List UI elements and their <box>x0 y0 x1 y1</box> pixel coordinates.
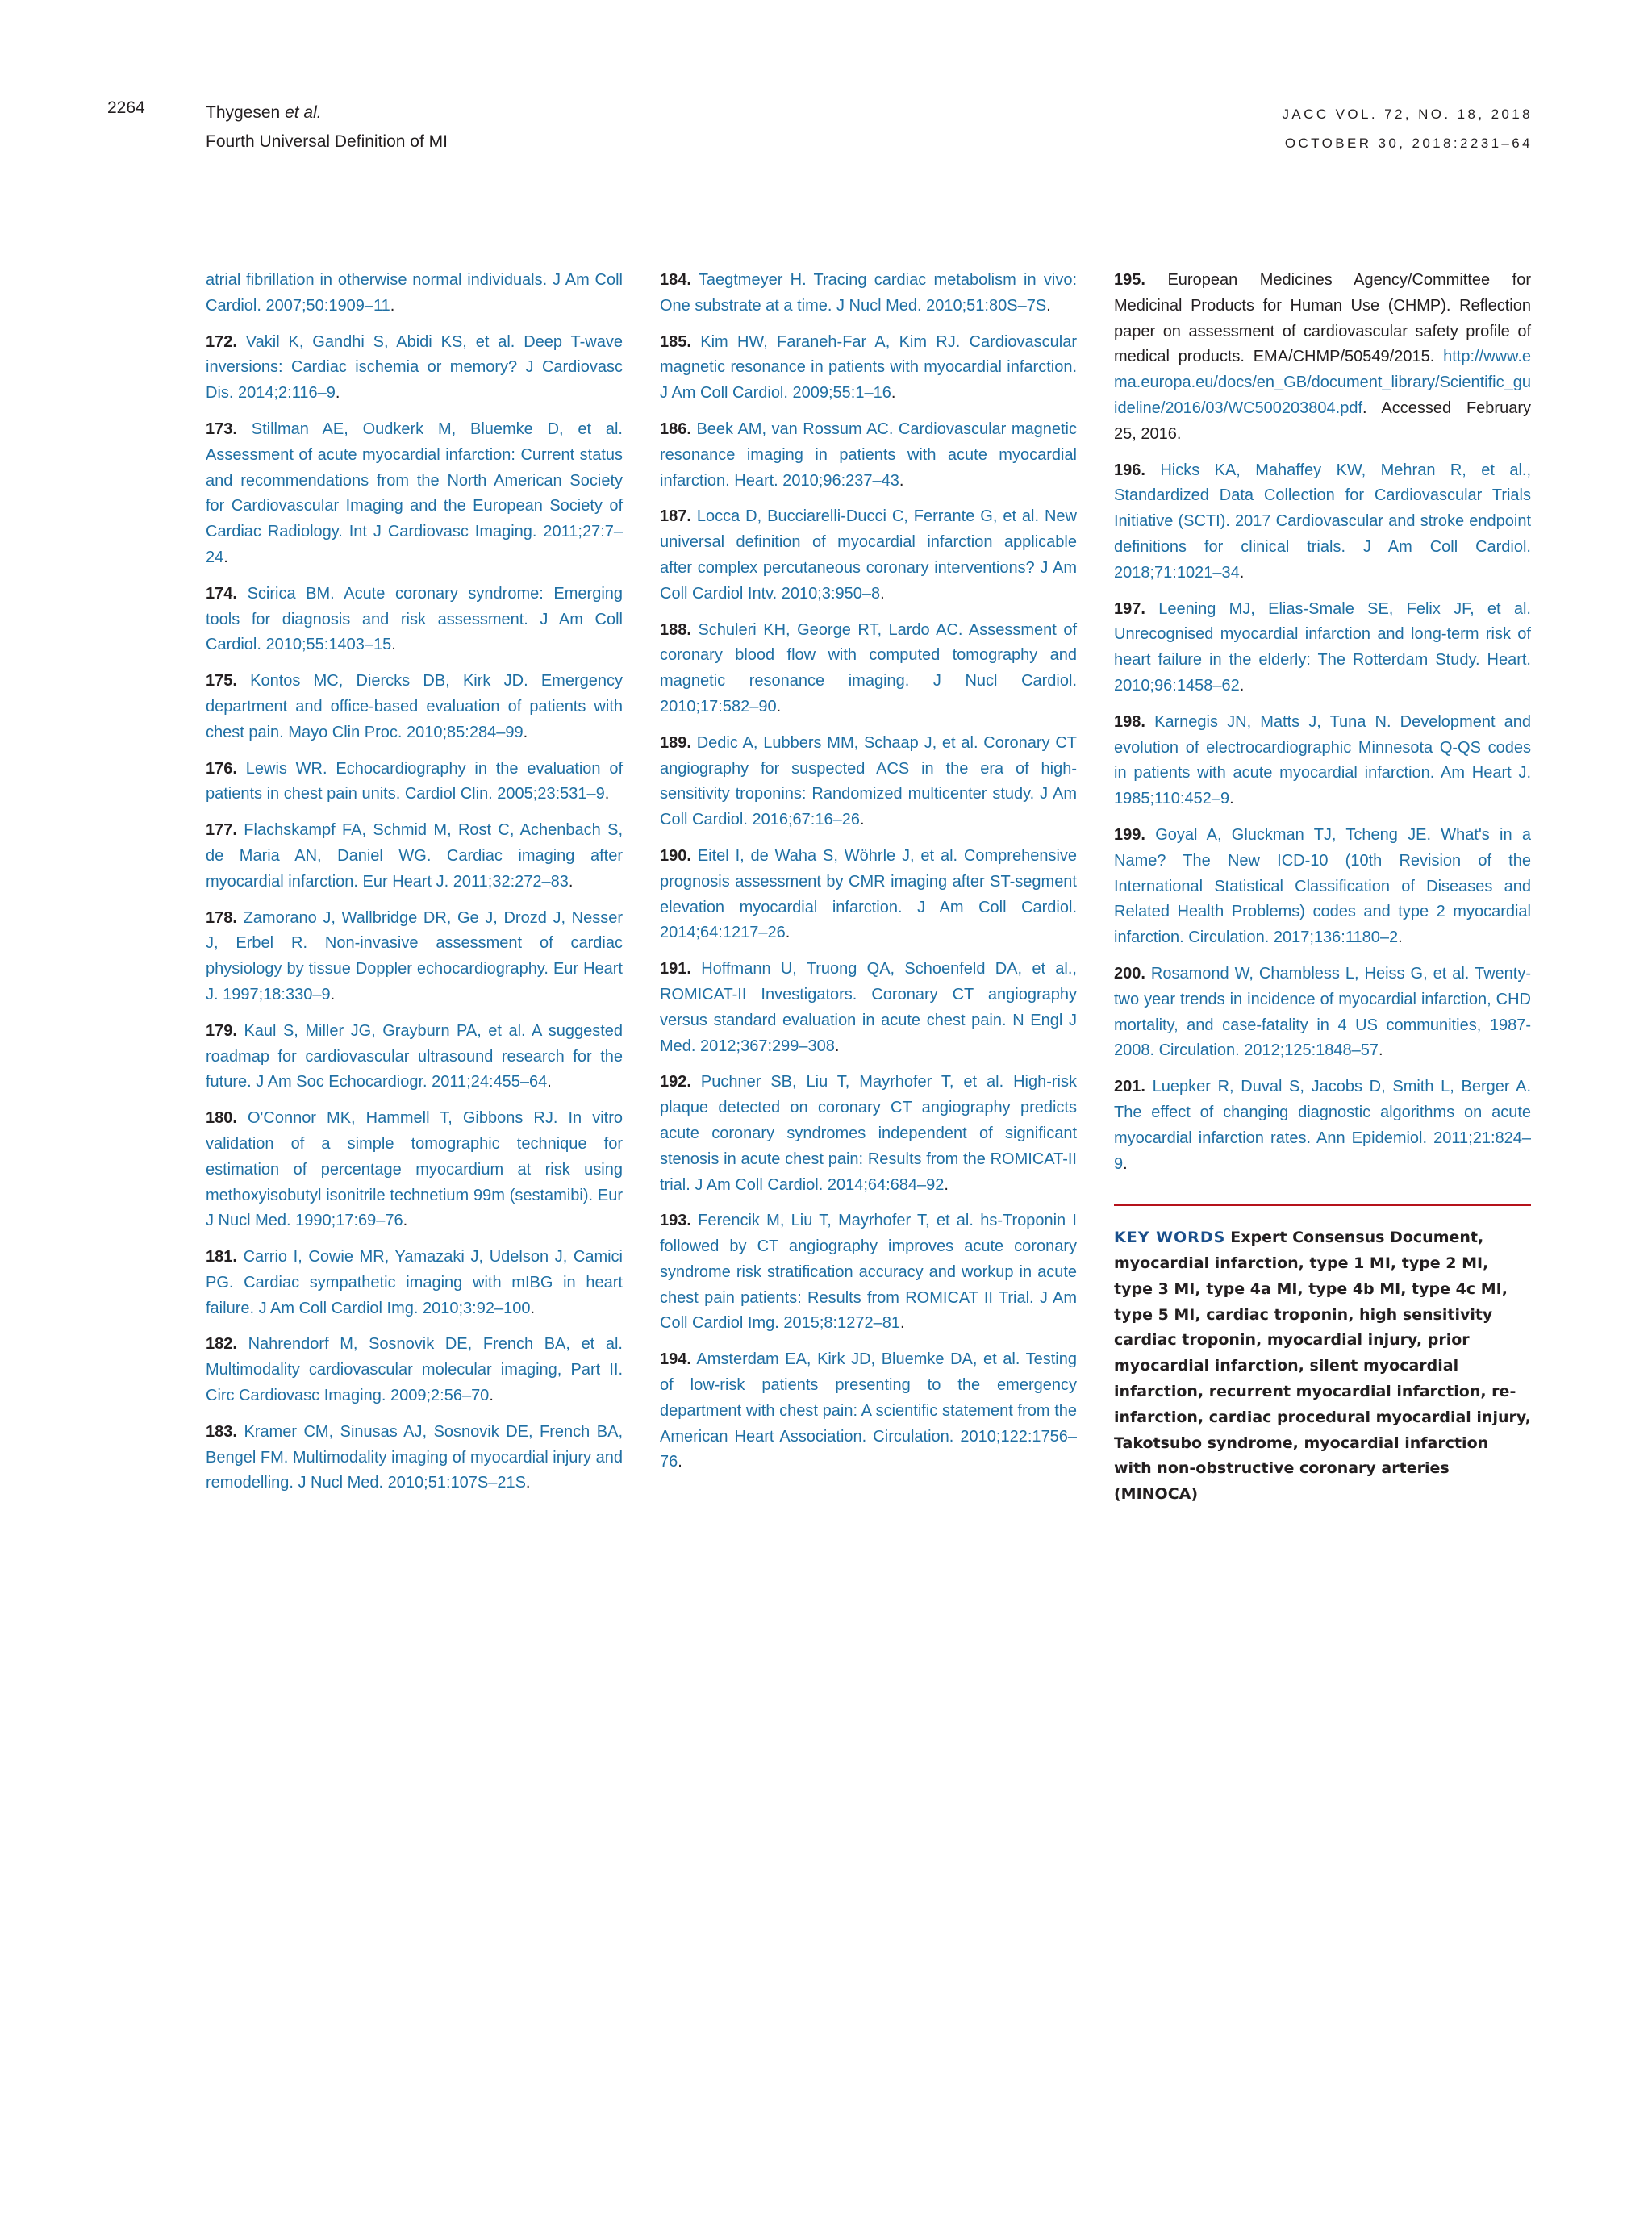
reference-citation[interactable]: Puchner SB, Liu T, Mayrhofer T, et al. High-risk plaque detected on coronary CT angiography predicts acute coronary syndromes independent of significant stenosis in acute chest pain: Results from the ROMICAT-II trial. J Am Coll Cardiol. 2014;64:684–92 <box>660 1073 1077 1194</box>
reference-citation[interactable]: Hoffmann U, Truong QA, Schoenfeld DA, et al., ROMICAT-II Investigators. Coronary CT angiography versus standard evaluation in acute chest pain. N Engl J Med. 2012;367:299–308 <box>660 960 1077 1055</box>
running-author <box>206 98 448 127</box>
reference-citation[interactable]: Taegtmeyer H. Tracing cardiac metabolism in vivo: One substrate at a time. J Nucl Med. 2010;51:80S–7S <box>660 271 1077 315</box>
reference-columns <box>206 268 1533 1575</box>
reference-item: 199. Goyal A, Gluckman TJ, Tcheng JE. What's in a Name? The New ICD-10 (10th Revision of the International Statistical Classification of Diseases and Related Health Problems) codes and type 2 myocardial infarction. Circulation. 2017;136:1180–2. <box>1114 825 1531 947</box>
reference-item: 172. Vakil K, Gandhi S, Abidi KS, et al. Deep T-wave inversions: Cardiac ischemia or memory? J Cardiovasc Dis. 2014;2:116–9. <box>206 332 623 403</box>
reference-citation[interactable]: Kim HW, Faraneh-Far A, Kim RJ. Cardiovascular magnetic resonance in patients with myocardial infarction. J Am Coll Cardiol. 2009;55:1–16 <box>660 332 1077 403</box>
reference-item: 188. Schuleri KH, George RT, Lardo AC. Assessment of coronary blood flow with computed tomography and magnetic resonance imaging. J Nucl Cardiol. 2010;17:582–90. <box>660 620 1077 716</box>
reference-citation[interactable]: Amsterdam EA, Kirk JD, Bluemke DA, et al. Testing of low-risk patients presenting to the emergency department with chest pain: A scientific statement from the American Heart Association. Circulation. 2010;122:1756–76 <box>660 1350 1077 1471</box>
reference-number: 183. <box>206 1422 237 1441</box>
reference-number: 176. <box>206 759 237 778</box>
reference-citation[interactable]: Rosamond W, Chambless L, Heiss G, et al. Twenty-two year trends in incidence of myocardial infarction, CHD mortality, and case-fatality in 4 US communities, 1987-2008. Circulation. 2012;125:1848–57 <box>1114 964 1531 1060</box>
reference-citation[interactable]: Zamorano J, Wallbridge DR, Ge J, Drozd J, Nesser J, Erbel R. Non-invasive assessment of cardiac physiology by tissue Doppler echocardiography. Eur Heart J. 1997;18:330–9 <box>206 908 623 1004</box>
reference-citation[interactable]: O'Connor MK, Hammell T, Gibbons RJ. In vitro validation of a simple tomographic technique for estimation of percentage myocardium at risk using methoxyisobutyl isonitrile technetium 99m (sestamibi). Eur J Nucl Med. 1990;17:69–76 <box>206 1109 623 1230</box>
reference-number: 201. <box>1114 1078 1145 1096</box>
key-words <box>1114 1225 1531 1508</box>
reference-citation[interactable]: Flachskampf FA, Schmid M, Rost C, Achenbach S, de Maria AN, Daniel WG. Cardiac imaging after myocardial infarction. Eur Heart J. 2011;32:272–83 <box>206 821 623 891</box>
reference-number: 187. <box>660 507 691 526</box>
reference-item: atrial fibrillation in otherwise normal individuals. J Am Coll Cardiol. 2007;50:1909–11. <box>206 271 623 315</box>
reference-number: 174. <box>206 584 237 603</box>
reference-number: 194. <box>660 1350 691 1369</box>
reference-number: 195. <box>1114 271 1145 289</box>
et-al: et al. <box>285 103 322 122</box>
journal-header <box>1283 100 1533 158</box>
reference-item: 200. Rosamond W, Chambless L, Heiss G, et al. Twenty-two year trends in incidence of myocardial infarction, CHD mortality, and case-fatality in 4 US communities, 1987-2008. Circulation. 2012;125:1848–57. <box>1114 964 1531 1060</box>
reference-citation[interactable]: Beek AM, van Rossum AC. Cardiovascular magnetic resonance imaging in patients with acute myocardial infarction. Heart. 2010;96:237–43 <box>660 419 1077 490</box>
reference-accessed-note: . Accessed February 25, 2016. <box>1114 399 1531 443</box>
reference-number: 172. <box>206 332 237 351</box>
reference-number: 186. <box>660 419 691 438</box>
reference-citation[interactable]: Lewis WR. Echocardiography in the evaluation of patients in chest pain units. Cardiol Clin. 2005;23:531–9 <box>206 759 624 803</box>
author-name: Thygesen <box>206 103 281 122</box>
key-words-text: Expert Consensus Document, myocardial infarction, type 1 MI, type 2 MI, type 3 MI, type 4a MI, type 4b MI, type 4c MI, type 5 MI, cardiac troponin, high sensitivity cardiac troponin, myocardial injury, prior myocardial infarction, silent myocardial infarction, recurrent myocardial infarction, re-infarction, cardiac procedural myocardial injury, Takotsubo syndrome, myocardial infarction with non-obstructive coronary arteries (MINOCA) <box>1114 1229 1531 1504</box>
reference-number: 185. <box>660 332 691 351</box>
reference-number: 189. <box>660 733 691 752</box>
divider-rule <box>1114 1204 1531 1206</box>
reference-citation[interactable]: Carrio I, Cowie MR, Yamazaki J, Udelson J, Camici PG. Cardiac sympathetic imaging with mIBG in heart failure. J Am Coll Cardiol Img. 2010;3:92–100 <box>206 1248 624 1317</box>
reference-number: 180. <box>206 1109 237 1128</box>
reference-number: 181. <box>206 1248 237 1266</box>
reference-item: 192. Puchner SB, Liu T, Mayrhofer T, et al. High-risk plaque detected on coronary CT angiography predicts acute coronary syndromes independent of significant stenosis in acute chest pain: Results from the ROMICAT-II trial. J Am Coll Cardiol. 2014;64:684–92. <box>660 1073 1077 1194</box>
reference-item: 190. Eitel I, de Waha S, Wöhrle J, et al. Comprehensive prognosis assessment by CMR imaging after ST-segment elevation myocardial infarction. J Am Coll Cardiol. 2014;64:1217–26. <box>660 846 1078 942</box>
reference-number: 191. <box>660 960 691 979</box>
column-3 <box>1114 268 1531 1508</box>
page-number: 2264 <box>107 98 145 117</box>
reference-number: 182. <box>206 1335 237 1354</box>
journal-date: OCTOBER 30, 2018:2231–64 <box>1284 136 1533 151</box>
reference-item: 191. Hoffmann U, Truong QA, Schoenfeld DA, et al., ROMICAT-II Investigators. Coronary CT angiography versus standard evaluation in acute chest pain. N Engl J Med. 2012;367:299–308. <box>660 960 1077 1055</box>
column-3-references <box>1114 268 1531 1177</box>
reference-citation[interactable]: atrial fibrillation in otherwise normal individuals. J Am Coll Cardiol. 2007;50:1909–11 <box>206 271 623 315</box>
reference-item: 180. O'Connor MK, Hammell T, Gibbons RJ. In vitro validation of a simple tomographic technique for estimation of percentage myocardium at risk using methoxyisobutyl isonitrile technetium 99m (sestamibi). Eur J Nucl Med. 1990;17:69–76. <box>206 1109 623 1230</box>
reference-citation[interactable]: Stillman AE, Oudkerk M, Bluemke D, et al. Assessment of acute myocardial infarction: Current status and recommendations from the North American Society for Cardiovascular Imaging and the European Society of Cardiac Radiology. Int J Cardiovasc Imaging. 2011;27:7–24 <box>206 419 623 566</box>
reference-citation[interactable]: Nahrendorf M, Sosnovik DE, French BA, et al. Multimodality cardiovascular molecular imaging, Part II. Circ Cardiovasc Imaging. 2009;2:56–70 <box>206 1335 623 1405</box>
reference-item: 189. Dedic A, Lubbers MM, Schaap J, et al. Coronary CT angiography for suspected ACS in the era of high-sensitivity troponins: Randomized multicenter study. J Am Coll Cardiol. 2016;67:16–26. <box>660 733 1077 829</box>
reference-citation[interactable]: Kramer CM, Sinusas AJ, Sosnovik DE, French BA, Bengel FM. Multimodality imaging of myocardial injury and remodelling. J Nucl Med. 2010;51:107S–21S <box>206 1422 624 1492</box>
reference-item <box>1114 268 1531 448</box>
reference-item: 173. Stillman AE, Oudkerk M, Bluemke D, et al. Assessment of acute myocardial infarction: Current status and recommendations from the North American Society for Cardiovascular Imaging and the European Society of Cardiac Radiology. Int J Cardiovasc Imaging. 2011;27:7–24. <box>206 419 623 566</box>
reference-citation[interactable]: Vakil K, Gandhi S, Abidi KS, et al. Deep T-wave inversions: Cardiac ischemia or memory? J Cardiovasc Dis. 2014;2:116–9 <box>206 332 623 403</box>
reference-url-link[interactable]: http://www.ema.europa.eu/docs/en_GB/document_library/Scientific_guideline/2016/03/WC500203804.pdf <box>1114 348 1532 417</box>
reference-item: 175. Kontos MC, Diercks DB, Kirk JD. Emergency department and office-based evaluation of patients with chest pain. Mayo Clin Proc. 2010;85:284–99. <box>206 672 623 741</box>
reference-item: 186. Beek AM, van Rossum AC. Cardiovascular magnetic resonance imaging in patients with acute myocardial infarction. Heart. 2010;96:237–43. <box>660 419 1077 490</box>
reference-number: 179. <box>206 1021 237 1040</box>
reference-number: 199. <box>1114 825 1145 844</box>
reference-item: 185. Kim HW, Faraneh-Far A, Kim RJ. Cardiovascular magnetic resonance in patients with myocardial infarction. J Am Coll Cardiol. 2009;55:1–16. <box>660 332 1077 403</box>
reference-item: 177. Flachskampf FA, Schmid M, Rost C, Achenbach S, de Maria AN, Daniel WG. Cardiac imaging after myocardial infarction. Eur Heart J. 2011;32:272–83. <box>206 821 623 891</box>
reference-citation[interactable]: Locca D, Bucciarelli-Ducci C, Ferrante G, et al. New universal definition of myocardial infarction applicable after complex percutaneous coronary interventions? J Am Coll Cardiol Intv. 2010;3:950–8 <box>660 507 1077 603</box>
reference-citation[interactable]: Dedic A, Lubbers MM, Schaap J, et al. Coronary CT angiography for suspected ACS in the era of high-sensitivity troponins: Randomized multicenter study. J Am Coll Cardiol. 2016;67:16–26 <box>660 733 1077 829</box>
reference-number: 177. <box>206 821 237 840</box>
reference-number: 178. <box>206 908 237 927</box>
reference-item: 187. Locca D, Bucciarelli-Ducci C, Ferrante G, et al. New universal definition of myocardial infarction applicable after complex percutaneous coronary interventions? J Am Coll Cardiol Intv. 2010;3:950–8. <box>660 507 1077 603</box>
reference-citation[interactable]: Eitel I, de Waha S, Wöhrle J, et al. Comprehensive prognosis assessment by CMR imaging after ST-segment elevation myocardial infarction. J Am Coll Cardiol. 2014;64:1217–26 <box>660 846 1078 942</box>
journal-volume: JACC VOL. 72, NO. 18, 2018 <box>1282 106 1533 122</box>
reference-item: 184. Taegtmeyer H. Tracing cardiac metabolism in vivo: One substrate at a time. J Nucl Med. 2010;51:80S–7S. <box>660 271 1077 315</box>
reference-citation[interactable]: Kaul S, Miller JG, Grayburn PA, et al. A suggested roadmap for cardiovascular ultrasound research for the future. J Am Soc Echocardiogr. 2011;24:455–64 <box>206 1021 623 1091</box>
reference-number: 197. <box>1114 599 1145 618</box>
reference-item: 194. Amsterdam EA, Kirk JD, Bluemke DA, et al. Testing of low-risk patients presenting to the emergency department with chest pain: A scientific statement from the American Heart Association. Circulation. 2010;122:1756–76. <box>660 1350 1077 1471</box>
reference-citation[interactable]: Schuleri KH, George RT, Lardo AC. Assessment of coronary blood flow with computed tomography and magnetic resonance imaging. J Nucl Cardiol. 2010;17:582–90 <box>660 620 1077 716</box>
column-2 <box>660 268 1077 1486</box>
reference-item: 197. Leening MJ, Elias-Smale SE, Felix JF, et al. Unrecognised myocardial infarction and long-term risk of heart failure in the elderly: The Rotterdam Study. Heart. 2010;96:1458–62. <box>1114 599 1531 695</box>
reference-citation: European Medicines Agency/Committee for Medicinal Products for Human Use (CHMP). Reflection paper on assessment of cardiovascular safety profile of medical products. EMA/CHMP/50549/2015. <box>1114 271 1532 366</box>
reference-item: 182. Nahrendorf M, Sosnovik DE, French BA, et al. Multimodality cardiovascular molecular imaging, Part II. Circ Cardiovasc Imaging. 2009;2:56–70. <box>206 1335 623 1405</box>
reference-number: 198. <box>1114 712 1145 731</box>
reference-item: 174. Scirica BM. Acute coronary syndrome: Emerging tools for diagnosis and risk assessment. J Am Coll Cardiol. 2010;55:1403–15. <box>206 584 624 654</box>
reference-item: 181. Carrio I, Cowie MR, Yamazaki J, Udelson J, Camici PG. Cardiac sympathetic imaging with mIBG in heart failure. J Am Coll Cardiol Img. 2010;3:92–100. <box>206 1248 624 1317</box>
reference-number: 173. <box>206 419 237 438</box>
reference-item: 176. Lewis WR. Echocardiography in the evaluation of patients in chest pain units. Cardiol Clin. 2005;23:531–9. <box>206 759 624 803</box>
reference-item: 198. Karnegis JN, Matts J, Tuna N. Development and evolution of electrocardiographic Minnesota Q-QS codes in patients with acute myocardial infarction. Am Heart J. 1985;110:452–9. <box>1114 712 1531 808</box>
reference-citation[interactable]: Ferencik M, Liu T, Mayrhofer T, et al. hs-Troponin I followed by CT angiography improves acute coronary syndrome risk stratification accuracy and workup in acute chest pain patients: Results from ROMICAT II Trial. J Am Coll Cardiol Img. 2015;8:1272–81 <box>660 1212 1077 1333</box>
reference-citation[interactable]: Leening MJ, Elias-Smale SE, Felix JF, et al. Unrecognised myocardial infarction and long-term risk of heart failure in the elderly: The Rotterdam Study. Heart. 2010;96:1458–62 <box>1114 599 1531 695</box>
reference-number: 200. <box>1114 964 1145 983</box>
reference-citation[interactable]: Hicks KA, Mahaffey KW, Mehran R, et al., Standardized Data Collection for Cardiovascular Trials Initiative (SCTI). 2017 Cardiovascular and stroke endpoint definitions for clinical trials. J Am Coll Cardiol. 2018;71:1021–34 <box>1114 461 1532 582</box>
reference-number: 192. <box>660 1073 691 1091</box>
running-title: Fourth Universal Definition of MI <box>206 132 448 151</box>
reference-item: 196. Hicks KA, Mahaffey KW, Mehran R, et al., Standardized Data Collection for Cardiovascular Trials Initiative (SCTI). 2017 Cardiovascular and stroke endpoint definitions for clinical trials. J Am Coll Cardiol. 2018;71:1021–34. <box>1114 461 1532 582</box>
reference-number: 190. <box>660 846 691 865</box>
reference-citation[interactable]: Scirica BM. Acute coronary syndrome: Emerging tools for diagnosis and risk assessment. J Am Coll Cardiol. 2010;55:1403–15 <box>206 584 624 654</box>
reference-number: 175. <box>206 672 237 691</box>
reference-number: 188. <box>660 620 691 639</box>
running-header <box>206 98 448 156</box>
reference-citation[interactable]: Kontos MC, Diercks DB, Kirk JD. Emergency department and office-based evaluation of patients with chest pain. Mayo Clin Proc. 2010;85:284–99 <box>206 672 623 741</box>
reference-number: 196. <box>1114 461 1145 479</box>
key-words-label: KEY WORDS <box>1114 1229 1226 1247</box>
reference-item: 183. Kramer CM, Sinusas AJ, Sosnovik DE, French BA, Bengel FM. Multimodality imaging of myocardial injury and remodelling. J Nucl Med. 2010;51:107S–21S. <box>206 1422 624 1492</box>
reference-number: 184. <box>660 271 691 289</box>
reference-item: 193. Ferencik M, Liu T, Mayrhofer T, et al. hs-Troponin I followed by CT angiography improves acute coronary syndrome risk stratification accuracy and workup in acute chest pain patients: Results from ROMICAT II Trial. J Am Coll Cardiol Img. 2015;8:1272–81. <box>660 1212 1077 1333</box>
reference-item: 201. Luepker R, Duval S, Jacobs D, Smith L, Berger A. The effect of changing diagnostic algorithms on acute myocardial infarction rates. Ann Epidemiol. 2011;21:824–9. <box>1114 1078 1532 1173</box>
reference-number: 193. <box>660 1212 691 1230</box>
reference-citation[interactable]: Karnegis JN, Matts J, Tuna N. Development and evolution of electrocardiographic Minnesota Q-QS codes in patients with acute myocardial infarction. Am Heart J. 1985;110:452–9 <box>1114 712 1531 808</box>
reference-item: 179. Kaul S, Miller JG, Grayburn PA, et al. A suggested roadmap for cardiovascular ultrasound research for the future. J Am Soc Echocardiogr. 2011;24:455–64. <box>206 1021 623 1091</box>
column-1 <box>206 268 623 1507</box>
reference-citation[interactable]: Luepker R, Duval S, Jacobs D, Smith L, Berger A. The effect of changing diagnostic algorithms on acute myocardial infarction rates. Ann Epidemiol. 2011;21:824–9 <box>1114 1078 1532 1173</box>
reference-item: 178. Zamorano J, Wallbridge DR, Ge J, Drozd J, Nesser J, Erbel R. Non-invasive assessment of cardiac physiology by tissue Doppler echocardiography. Eur Heart J. 1997;18:330–9. <box>206 908 623 1004</box>
reference-citation[interactable]: Goyal A, Gluckman TJ, Tcheng JE. What's in a Name? The New ICD-10 (10th Revision of the International Statistical Classification of Diseases and Related Health Problems) codes and type 2 myocardial infarction. Circulation. 2017;136:1180–2 <box>1114 825 1531 947</box>
